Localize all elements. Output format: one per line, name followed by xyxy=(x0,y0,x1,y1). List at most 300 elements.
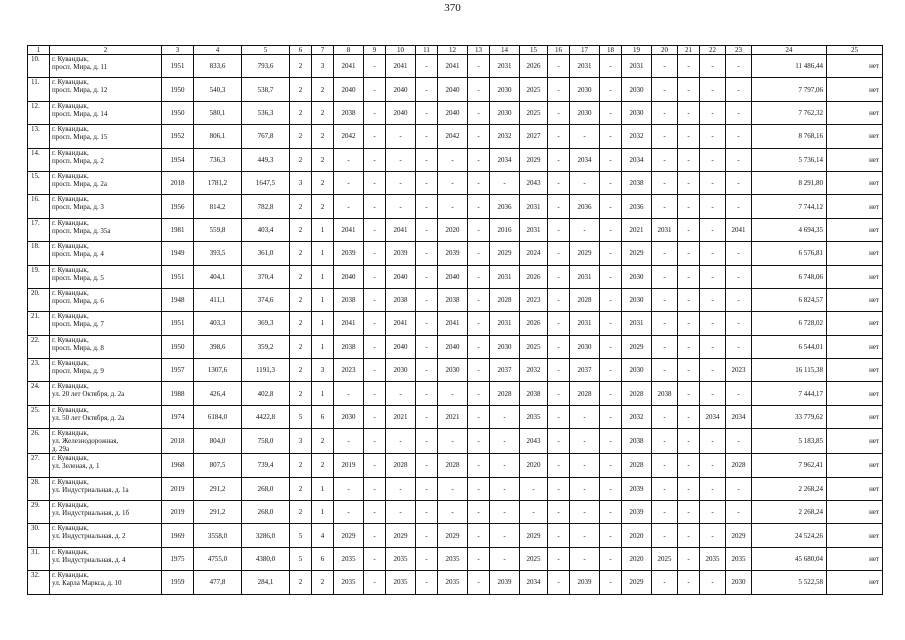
value-cell-col-16: - xyxy=(548,477,570,500)
value-cell-col-13: - xyxy=(468,195,490,218)
value-cell-col-5: 268,0 xyxy=(242,501,290,524)
value-cell-col-5: 449,3 xyxy=(242,148,290,171)
value-cell-col-22: - xyxy=(700,125,726,148)
value-cell-col-9: - xyxy=(364,195,386,218)
row-number-cell: 22. xyxy=(28,335,50,358)
value-cell-col-14: 2016 xyxy=(490,218,520,241)
table-row xyxy=(28,359,883,382)
value-cell-col-9: - xyxy=(364,78,386,101)
value-cell-col-23: - xyxy=(726,477,752,500)
value-cell-col-23: 2035 xyxy=(726,547,752,570)
value-cell-col-12: 2041 xyxy=(438,312,468,335)
table-row xyxy=(28,477,883,500)
value-cell-col-15: 2026 xyxy=(520,265,548,288)
value-cell-col-10: - xyxy=(386,148,416,171)
value-cell-col-18: - xyxy=(600,171,622,194)
row-number-cell: 26. xyxy=(28,429,50,454)
value-cell-col-20: - xyxy=(652,171,678,194)
value-cell-col-6: 2 xyxy=(290,148,312,171)
value-cell-col-4: 559,8 xyxy=(194,218,242,241)
value-cell-col-6: 2 xyxy=(290,501,312,524)
value-cell-col-20: - xyxy=(652,101,678,124)
value-cell-col-17: - xyxy=(570,524,600,547)
value-cell-col-8: 2035 xyxy=(334,571,364,594)
value-cell-col-15: 2026 xyxy=(520,312,548,335)
value-cell-col-4: 393,5 xyxy=(194,242,242,265)
value-cell-col-14: 2030 xyxy=(490,335,520,358)
value-cell-col-9: - xyxy=(364,242,386,265)
value-cell-col-20: - xyxy=(652,265,678,288)
address-cell: г. Кувандык, ул. Индустриальная, д. 4 xyxy=(50,547,162,570)
row-number-cell: 20. xyxy=(28,288,50,311)
value-cell-col-10: - xyxy=(386,382,416,405)
value-cell-col-9: - xyxy=(364,125,386,148)
row-number-cell: 13. xyxy=(28,125,50,148)
value-cell-col-8: 2019 xyxy=(334,454,364,477)
value-cell-col-21: - xyxy=(678,218,700,241)
row-number-cell: 31. xyxy=(28,547,50,570)
value-cell-col-8: - xyxy=(334,429,364,454)
flag-cell: нет xyxy=(827,571,883,594)
value-cell-col-22: - xyxy=(700,571,726,594)
value-cell-col-6: 3 xyxy=(290,429,312,454)
value-cell-col-14: 2030 xyxy=(490,101,520,124)
cost-cell: 7 744,12 xyxy=(752,195,827,218)
address-cell: г. Кувандык, просп. Мира, д. 15 xyxy=(50,125,162,148)
value-cell-col-22: - xyxy=(700,382,726,405)
value-cell-col-22: - xyxy=(700,501,726,524)
flag-cell: нет xyxy=(827,405,883,428)
value-cell-col-8: 2023 xyxy=(334,359,364,382)
value-cell-col-7: 3 xyxy=(312,55,334,78)
value-cell-col-18: - xyxy=(600,359,622,382)
value-cell-col-21: - xyxy=(678,477,700,500)
table-row xyxy=(28,171,883,194)
value-cell-col-9: - xyxy=(364,477,386,500)
value-cell-col-21: - xyxy=(678,101,700,124)
value-cell-col-19: 2031 xyxy=(622,55,652,78)
value-cell-col-9: - xyxy=(364,454,386,477)
value-cell-col-17: - xyxy=(570,218,600,241)
value-cell-col-20: - xyxy=(652,242,678,265)
flag-cell: нет xyxy=(827,454,883,477)
value-cell-col-14: - xyxy=(490,524,520,547)
value-cell-col-14: 2037 xyxy=(490,359,520,382)
value-cell-col-5: 268,0 xyxy=(242,477,290,500)
value-cell-col-21: - xyxy=(678,524,700,547)
column-number-row xyxy=(28,46,883,55)
value-cell-col-10: 2041 xyxy=(386,55,416,78)
value-cell-col-16: - xyxy=(548,405,570,428)
address-cell: г. Кувандык, просп. Мира, д. 2 xyxy=(50,148,162,171)
value-cell-col-8: 2038 xyxy=(334,101,364,124)
value-cell-col-3: 1950 xyxy=(162,335,194,358)
cost-cell: 45 680,04 xyxy=(752,547,827,570)
cost-cell: 5 183,85 xyxy=(752,429,827,454)
value-cell-col-3: 1949 xyxy=(162,242,194,265)
value-cell-col-21: - xyxy=(678,125,700,148)
value-cell-col-22: - xyxy=(700,101,726,124)
cost-cell: 6 728,02 xyxy=(752,312,827,335)
address-cell: г. Кувандык, ул. Индустриальная, д. 1б xyxy=(50,501,162,524)
value-cell-col-19: 2036 xyxy=(622,195,652,218)
value-cell-col-18: - xyxy=(600,242,622,265)
address-cell: г. Кувандык, просп. Мира, д. 4 xyxy=(50,242,162,265)
value-cell-col-15: 2024 xyxy=(520,242,548,265)
value-cell-col-12: 2029 xyxy=(438,524,468,547)
value-cell-col-19: 2020 xyxy=(622,547,652,570)
value-cell-col-15: 2031 xyxy=(520,195,548,218)
value-cell-col-11: - xyxy=(416,78,438,101)
value-cell-col-10: 2040 xyxy=(386,265,416,288)
value-cell-col-16: - xyxy=(548,288,570,311)
value-cell-col-8: 2041 xyxy=(334,312,364,335)
value-cell-col-14: 2029 xyxy=(490,242,520,265)
value-cell-col-5: 4380,0 xyxy=(242,547,290,570)
value-cell-col-14: 2028 xyxy=(490,382,520,405)
value-cell-col-15: 2032 xyxy=(520,359,548,382)
value-cell-col-17: - xyxy=(570,547,600,570)
value-cell-col-14: 2030 xyxy=(490,78,520,101)
value-cell-col-15: 2043 xyxy=(520,171,548,194)
cost-cell: 33 779,62 xyxy=(752,405,827,428)
value-cell-col-9: - xyxy=(364,382,386,405)
value-cell-col-23: - xyxy=(726,312,752,335)
value-cell-col-11: - xyxy=(416,571,438,594)
value-cell-col-9: - xyxy=(364,571,386,594)
value-cell-col-19: 2032 xyxy=(622,405,652,428)
value-cell-col-3: 1950 xyxy=(162,78,194,101)
value-cell-col-7: 2 xyxy=(312,429,334,454)
value-cell-col-15: 2025 xyxy=(520,78,548,101)
address-cell: г. Кувандык, просп. Мира, д. 3 xyxy=(50,195,162,218)
table-row xyxy=(28,405,883,428)
value-cell-col-20: - xyxy=(652,288,678,311)
value-cell-col-13: - xyxy=(468,218,490,241)
value-cell-col-10: - xyxy=(386,125,416,148)
value-cell-col-9: - xyxy=(364,265,386,288)
value-cell-col-18: - xyxy=(600,78,622,101)
value-cell-col-22: 2034 xyxy=(700,405,726,428)
value-cell-col-21: - xyxy=(678,335,700,358)
value-cell-col-21: - xyxy=(678,405,700,428)
value-cell-col-17: 2036 xyxy=(570,195,600,218)
flag-cell: нет xyxy=(827,477,883,500)
cost-cell: 2 268,24 xyxy=(752,477,827,500)
value-cell-col-7: 4 xyxy=(312,524,334,547)
value-cell-col-12: 2040 xyxy=(438,101,468,124)
value-cell-col-18: - xyxy=(600,454,622,477)
value-cell-col-6: 2 xyxy=(290,571,312,594)
value-cell-col-18: - xyxy=(600,571,622,594)
value-cell-col-7: 1 xyxy=(312,477,334,500)
value-cell-col-15: 2025 xyxy=(520,335,548,358)
value-cell-col-23: - xyxy=(726,288,752,311)
value-cell-col-17: 2030 xyxy=(570,78,600,101)
cost-cell: 6 748,06 xyxy=(752,265,827,288)
table-row xyxy=(28,547,883,570)
value-cell-col-22: - xyxy=(700,78,726,101)
value-cell-col-4: 426,4 xyxy=(194,382,242,405)
value-cell-col-9: - xyxy=(364,524,386,547)
value-cell-col-23: 2028 xyxy=(726,454,752,477)
value-cell-col-18: - xyxy=(600,148,622,171)
row-number-cell: 15. xyxy=(28,171,50,194)
value-cell-col-15: 2025 xyxy=(520,101,548,124)
value-cell-col-21: - xyxy=(678,55,700,78)
value-cell-col-19: 2029 xyxy=(622,242,652,265)
row-number-cell: 18. xyxy=(28,242,50,265)
value-cell-col-8: - xyxy=(334,477,364,500)
value-cell-col-12: - xyxy=(438,171,468,194)
page-number: 370 xyxy=(444,2,461,14)
table-row xyxy=(28,454,883,477)
value-cell-col-7: 1 xyxy=(312,242,334,265)
cost-cell: 7 444,17 xyxy=(752,382,827,405)
value-cell-col-16: - xyxy=(548,171,570,194)
flag-cell: нет xyxy=(827,218,883,241)
value-cell-col-12: - xyxy=(438,501,468,524)
value-cell-col-6: 2 xyxy=(290,125,312,148)
value-cell-col-6: 2 xyxy=(290,101,312,124)
value-cell-col-4: 833,6 xyxy=(194,55,242,78)
value-cell-col-7: 3 xyxy=(312,359,334,382)
value-cell-col-21: - xyxy=(678,312,700,335)
value-cell-col-8: - xyxy=(334,148,364,171)
value-cell-col-15: - xyxy=(520,501,548,524)
column-number-16: 16 xyxy=(548,46,570,55)
value-cell-col-6: 2 xyxy=(290,477,312,500)
value-cell-col-4: 580,1 xyxy=(194,101,242,124)
value-cell-col-22: - xyxy=(700,55,726,78)
flag-cell: нет xyxy=(827,288,883,311)
value-cell-col-11: - xyxy=(416,524,438,547)
value-cell-col-5: 1647,5 xyxy=(242,171,290,194)
value-cell-col-19: 2020 xyxy=(622,524,652,547)
value-cell-col-12: - xyxy=(438,477,468,500)
value-cell-col-8: 2041 xyxy=(334,55,364,78)
address-cell: г. Кувандык, ул. Карла Маркса, д. 10 xyxy=(50,571,162,594)
value-cell-col-5: 369,3 xyxy=(242,312,290,335)
column-number-4: 4 xyxy=(194,46,242,55)
value-cell-col-6: 2 xyxy=(290,382,312,405)
value-cell-col-7: 6 xyxy=(312,405,334,428)
value-cell-col-9: - xyxy=(364,148,386,171)
value-cell-col-12: - xyxy=(438,148,468,171)
value-cell-col-22: - xyxy=(700,359,726,382)
value-cell-col-23: - xyxy=(726,55,752,78)
value-cell-col-6: 2 xyxy=(290,359,312,382)
value-cell-col-12: 2020 xyxy=(438,218,468,241)
value-cell-col-23: 2030 xyxy=(726,571,752,594)
column-number-15: 15 xyxy=(520,46,548,55)
value-cell-col-11: - xyxy=(416,335,438,358)
value-cell-col-21: - xyxy=(678,359,700,382)
flag-cell: нет xyxy=(827,429,883,454)
value-cell-col-16: - xyxy=(548,429,570,454)
value-cell-col-12: - xyxy=(438,429,468,454)
value-cell-col-13: - xyxy=(468,524,490,547)
value-cell-col-12: - xyxy=(438,382,468,405)
value-cell-col-23: - xyxy=(726,382,752,405)
value-cell-col-22: - xyxy=(700,477,726,500)
value-cell-col-17: 2034 xyxy=(570,148,600,171)
value-cell-col-12: 2040 xyxy=(438,265,468,288)
column-number-22: 22 xyxy=(700,46,726,55)
address-cell: г. Кувандык, просп. Мира, д. 11 xyxy=(50,55,162,78)
value-cell-col-10: - xyxy=(386,195,416,218)
value-cell-col-7: 2 xyxy=(312,195,334,218)
value-cell-col-17: 2031 xyxy=(570,55,600,78)
value-cell-col-11: - xyxy=(416,359,438,382)
value-cell-col-8: 2038 xyxy=(334,335,364,358)
value-cell-col-8: 2029 xyxy=(334,524,364,547)
flag-cell: нет xyxy=(827,125,883,148)
value-cell-col-16: - xyxy=(548,335,570,358)
value-cell-col-11: - xyxy=(416,382,438,405)
column-number-5: 5 xyxy=(242,46,290,55)
value-cell-col-20: 2031 xyxy=(652,218,678,241)
value-cell-col-18: - xyxy=(600,218,622,241)
column-number-11: 11 xyxy=(416,46,438,55)
value-cell-col-3: 1959 xyxy=(162,571,194,594)
value-cell-col-18: - xyxy=(600,524,622,547)
address-cell: г. Кувандык, ул. 50 лет Октября, д. 2а xyxy=(50,405,162,428)
value-cell-col-8: 2038 xyxy=(334,288,364,311)
value-cell-col-17: 2030 xyxy=(570,335,600,358)
value-cell-col-17: 2028 xyxy=(570,288,600,311)
value-cell-col-11: - xyxy=(416,312,438,335)
value-cell-col-17: - xyxy=(570,405,600,428)
value-cell-col-20: 2025 xyxy=(652,547,678,570)
value-cell-col-7: 6 xyxy=(312,547,334,570)
table-row xyxy=(28,312,883,335)
address-cell: г. Кувандык, просп. Мира, д. 7 xyxy=(50,312,162,335)
value-cell-col-21: - xyxy=(678,288,700,311)
value-cell-col-18: - xyxy=(600,288,622,311)
column-number-17: 17 xyxy=(570,46,600,55)
value-cell-col-13: - xyxy=(468,55,490,78)
value-cell-col-22: - xyxy=(700,195,726,218)
value-cell-col-20: - xyxy=(652,405,678,428)
value-cell-col-6: 2 xyxy=(290,242,312,265)
value-cell-col-3: 1954 xyxy=(162,148,194,171)
cost-cell: 11 486,44 xyxy=(752,55,827,78)
address-cell: г. Кувандык, просп. Мира, д. 35а xyxy=(50,218,162,241)
value-cell-col-12: 2021 xyxy=(438,405,468,428)
value-cell-col-18: - xyxy=(600,125,622,148)
value-cell-col-8: 2039 xyxy=(334,242,364,265)
value-cell-col-17: - xyxy=(570,454,600,477)
column-number-21: 21 xyxy=(678,46,700,55)
value-cell-col-23: 2041 xyxy=(726,218,752,241)
value-cell-col-10: 2030 xyxy=(386,359,416,382)
value-cell-col-4: 804,0 xyxy=(194,429,242,454)
value-cell-col-7: 1 xyxy=(312,218,334,241)
row-number-cell: 10. xyxy=(28,55,50,78)
value-cell-col-19: 2021 xyxy=(622,218,652,241)
value-cell-col-11: - xyxy=(416,429,438,454)
value-cell-col-8: - xyxy=(334,382,364,405)
value-cell-col-11: - xyxy=(416,265,438,288)
value-cell-col-4: 3558,0 xyxy=(194,524,242,547)
value-cell-col-19: 2039 xyxy=(622,477,652,500)
value-cell-col-7: 2 xyxy=(312,101,334,124)
value-cell-col-9: - xyxy=(364,335,386,358)
value-cell-col-18: - xyxy=(600,265,622,288)
value-cell-col-20: - xyxy=(652,55,678,78)
value-cell-col-17: - xyxy=(570,477,600,500)
row-number-cell: 19. xyxy=(28,265,50,288)
flag-cell: нет xyxy=(827,148,883,171)
table-row xyxy=(28,55,883,78)
value-cell-col-22: - xyxy=(700,312,726,335)
value-cell-col-20: - xyxy=(652,454,678,477)
value-cell-col-13: - xyxy=(468,429,490,454)
value-cell-col-17: 2029 xyxy=(570,242,600,265)
value-cell-col-14: 2032 xyxy=(490,125,520,148)
value-cell-col-11: - xyxy=(416,195,438,218)
value-cell-col-22: - xyxy=(700,218,726,241)
value-cell-col-16: - xyxy=(548,242,570,265)
value-cell-col-16: - xyxy=(548,148,570,171)
value-cell-col-9: - xyxy=(364,405,386,428)
value-cell-col-14: - xyxy=(490,454,520,477)
value-cell-col-19: 2038 xyxy=(622,171,652,194)
value-cell-col-16: - xyxy=(548,55,570,78)
value-cell-col-4: 291,2 xyxy=(194,501,242,524)
flag-cell: нет xyxy=(827,171,883,194)
value-cell-col-6: 2 xyxy=(290,265,312,288)
value-cell-col-4: 736,3 xyxy=(194,148,242,171)
value-cell-col-19: 2029 xyxy=(622,335,652,358)
value-cell-col-23: 2023 xyxy=(726,359,752,382)
value-cell-col-19: 2031 xyxy=(622,312,652,335)
value-cell-col-3: 1988 xyxy=(162,382,194,405)
cost-cell: 16 115,38 xyxy=(752,359,827,382)
value-cell-col-9: - xyxy=(364,501,386,524)
value-cell-col-18: - xyxy=(600,312,622,335)
value-cell-col-5: 538,7 xyxy=(242,78,290,101)
value-cell-col-5: 374,6 xyxy=(242,288,290,311)
value-cell-col-21: - xyxy=(678,501,700,524)
value-cell-col-14: - xyxy=(490,429,520,454)
value-cell-col-8: 2040 xyxy=(334,78,364,101)
value-cell-col-17: - xyxy=(570,501,600,524)
value-cell-col-14: 2036 xyxy=(490,195,520,218)
table-row xyxy=(28,335,883,358)
value-cell-col-5: 758,0 xyxy=(242,429,290,454)
value-cell-col-13: - xyxy=(468,501,490,524)
value-cell-col-4: 807,5 xyxy=(194,454,242,477)
value-cell-col-6: 2 xyxy=(290,195,312,218)
flag-cell: нет xyxy=(827,78,883,101)
value-cell-col-20: - xyxy=(652,571,678,594)
value-cell-col-9: - xyxy=(364,312,386,335)
value-cell-col-21: - xyxy=(678,382,700,405)
column-number-25: 25 xyxy=(827,46,883,55)
value-cell-col-12: 2028 xyxy=(438,454,468,477)
address-cell: г. Кувандык, просп. Мира, д. 9 xyxy=(50,359,162,382)
value-cell-col-10: 2041 xyxy=(386,312,416,335)
cost-cell: 4 694,35 xyxy=(752,218,827,241)
flag-cell: нет xyxy=(827,312,883,335)
value-cell-col-8: - xyxy=(334,195,364,218)
column-number-3: 3 xyxy=(162,46,194,55)
value-cell-col-18: - xyxy=(600,547,622,570)
value-cell-col-23: - xyxy=(726,148,752,171)
value-cell-col-9: - xyxy=(364,171,386,194)
